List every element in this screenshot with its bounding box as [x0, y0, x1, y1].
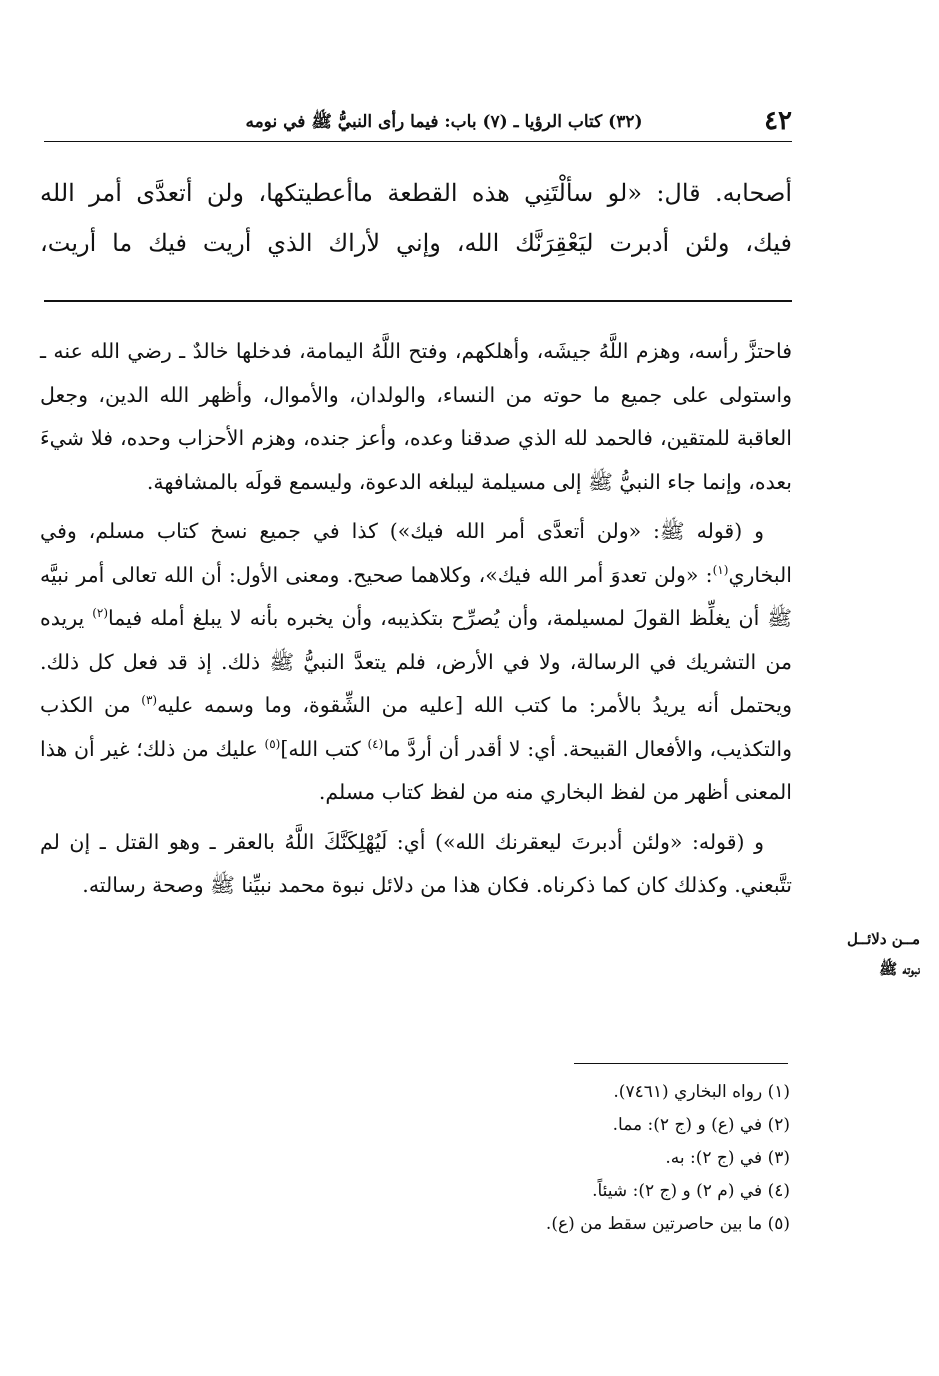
commentary-text: فاحتزَّ رأسه، وهزم اللَّهُ جيشَه، وأهلكهم، وفتح اللَّهُ اليمامة، فدخلها خالدٌ ـ رضي الله عنه ـ واستولى على جميع ما حوته من النساء، والولدان، والأموال، وأظهر الله الدين، وجعل العاقبة للمتقين، فالحمد لله الذي صدقنا وعده، وأعز جنده، وهزم الأحزاب وحده، فلا شيءَ بعده، وإنما جاء النبيُّ ﷺ إلى مسيلمة ليبلغه الدعوة، وليسمع قولَه بالمشافهة.	[40, 339, 792, 494]
commentary-text: : «ولن تعدوَ أمر الله فيك»، وكلاهما صحيح. ومعنى الأول: أن الله تعالى أمر نبيَّه ﷺ أن يغلِّظ القولَ لمسيلمة، وأن يُصرِّح بتكذيبه، وأن يخبره بأنه لا يبلغ أمله فيما	[40, 562, 792, 630]
footnote-item: (١) رواه البخاري (٧٤٦١).	[613, 1082, 790, 1102]
footnote-marker[interactable]: (٣)	[141, 693, 158, 708]
commentary	[40, 330, 792, 914]
hadith-line: أصحابه. قال: «لو سألْتَنِي هذه القطعة ماأعطيتكها، ولن أتعدَّى أمر الله	[40, 179, 792, 207]
footnote-item: (٢) في (ع) و (ج ٢): مما.	[612, 1115, 790, 1135]
footnote-item: (٤) في (م ٢) و (ج ٢): شيئاً.	[592, 1181, 790, 1201]
commentary-paragraph	[40, 330, 792, 504]
commentary-text: و (قوله: «ولئن أدبرتَ ليعقرنك الله») أي: لَيُهْلِكَنَّكَ اللَّهُ بالعقر ـ وهو القتل ـ إن لم تتَّبعني. وكذلك كان كما ذكرناه. فكان هذا من دلائل نبوة محمد نبيِّنا ﷺ وصحة رسالته.	[40, 829, 792, 897]
footnote-marker[interactable]: (١)	[712, 562, 729, 577]
commentary-text: عليك من ذلك؛ غير أن هذا المعنى أظهر من لفظ البخاري منه من لفظ كتاب مسلم.	[40, 736, 792, 804]
commentary-text: من الكذب والتكذيب، والأفعال القبيحة. أي: لا أقدر أن أردَّ ما	[40, 693, 792, 761]
commentary-paragraph	[40, 510, 792, 815]
margin-note	[796, 924, 920, 984]
margin-note-line: نبوته ﷺ	[879, 960, 920, 978]
header-rule	[44, 141, 792, 142]
footnote-marker[interactable]: (٢)	[92, 606, 109, 621]
commentary-text: يريده من التشريك في الرسالة، ولا في الأرض، فلم يتعدَّ النبيُّ ﷺ ذلك. إذ قد فعل كل ذلك. ويحتمل أنه يريدُ بالأمر: ما كتب الله [عليه من الشِّقوة، وما وسمه عليه	[40, 606, 792, 717]
footnote-item: (٥) ما بين حاصرتين سقط من (ع).	[545, 1214, 790, 1234]
footnote-marker[interactable]: (٥)	[264, 736, 281, 751]
commentary-text: و (قوله ﷺ: «ولن أتعدَّى أمر الله فيك») كذا في جميع نسخ كتاب مسلم، وفي البخاري	[40, 519, 792, 587]
footnote-marker[interactable]: (٤)	[367, 736, 384, 751]
footnotes-list	[200, 1076, 790, 1241]
page-number: ٤٢	[764, 106, 792, 136]
margin-note-line: مــن دلائــل	[846, 930, 920, 948]
hadith-text	[40, 168, 792, 268]
commentary-paragraph	[40, 821, 792, 908]
section-divider	[44, 300, 792, 302]
footnote-item: (٣) في (ج ٢): به.	[665, 1148, 790, 1168]
hadith-line: فيك، ولئن أدبرت ليَعْقِرَنَّك الله، وإني لأراك الذي أريت فيك ما أريت،	[40, 229, 792, 257]
page-header	[44, 104, 792, 138]
running-title: (٣٢) كتاب الرؤيا ـ (٧) باب: فيما رأى النبيُّ ﷺ في نومه	[245, 112, 643, 132]
commentary-text: كتب الله]	[280, 736, 368, 761]
footnote-divider	[574, 1063, 788, 1064]
